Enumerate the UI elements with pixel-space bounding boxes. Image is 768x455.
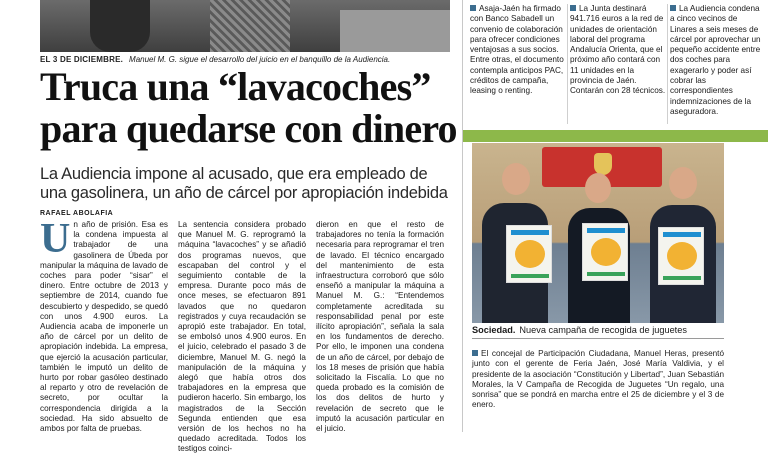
brief-divider [567, 4, 568, 124]
caption-date: EL 3 DE DICIEMBRE. [40, 55, 124, 64]
article-byline: RAFAEL ABOLAFIA [40, 210, 114, 217]
photo-figure-bench [340, 10, 450, 52]
caption-section: Sociedad. [472, 325, 516, 335]
article-subhead [40, 165, 465, 203]
article-column-1 [40, 216, 168, 434]
brief-item [670, 4, 766, 117]
bullet-square-icon [470, 5, 476, 11]
subhead-line-2: una gasolinera, un año de cárcel por apropiación indebida [40, 184, 448, 202]
article-headline [40, 66, 460, 150]
caption-title: Nueva campaña de recogida de juguetes [519, 325, 687, 335]
article-photo [40, 0, 450, 52]
bullet-square-icon [670, 5, 676, 11]
society-text-body: El concejal de Participación Ciudadana, Manuel Heras, presentó junto con el gerente de Feria Jaén, José María Valdivia, y el presidente de la asociación “Constitución y Libertad”, Juan Sebastián Morales, la V Campaña de Recogida de Juguetes “Un regalo, una sonrisa” que se pondrá en marcha entre el 25 de diciembre y el 3 de enero. [472, 349, 724, 410]
article-column-3-text: dieron en que el resto de trabajadores no tenía la formación necesaria para reprogramar el tren de lavado. El técnico encargado del mantenimiento de esta infraestructura corroboró que sólo enseñó a manipular la máquina a Manuel M. G.: “Entendemos completamente acreditada su responsabilidad penal por este ilícito apropiación”, señala la sala en los fundamentos de derecho. Por ello, le imponen una condena de un año de cárcel, por debajo de los 18 meses de prisión que había solicitado la Fiscalía. Lo que no queda probado es la comisión de los dos delitos de hurto y revelación de secreto que le imputó la acusación particular en el juicio. [316, 220, 444, 434]
caption-rule [472, 338, 724, 339]
photo-head-left [502, 163, 530, 195]
photo-head-center [585, 173, 611, 203]
dropcap: U [40, 216, 71, 262]
article-column-2-text: La sentencia considera probado que Manuel M. G. reprogramó la máquina “lavacoches” y se añadió dos programas nuevos, que escapaban del control y el seguimiento contable de la empresa. Durante poco más de once meses, se efectuaron 891 lavados que no quedaron registrados y cuya recaudación se apropió este trabajador. En total, se embolsó unos 4.900 euros. En el juicio, celebrado el pasado 3 de diciembre, Manuel M. G. negó la manipulación de la máquina y alegó que había otros dos trabajadores en la empresa que pudieron hacerlo. Sin embargo, los magistrados de la Sección Segunda entienden que esa versión de los hechos no ha quedado acreditada. Todos los testigos coinci- [178, 220, 306, 454]
article-column-3 [316, 220, 444, 434]
column-divider [462, 0, 463, 432]
brief-text: Asaja-Jaén ha firmado con Banco Sabadell un convenio de colaboración para ofrecer condiciones ventajosas a sus socios. Entre otras, el documento contempla anticipos PAC, créditos de campaña, leasing o renting. [470, 4, 564, 96]
brief-divider [667, 4, 668, 124]
article-column-1-text: n año de prisión. Esa es la condena impuesta al trabajador de una gasolinera de Úbeda por manipular la máquina de lavado de coches para poder “sisar” el dinero. Entre octubre de 2013 y septiembre de 2014, cuando fue descubierto y despedido, se quedó con unos 4.900 euros. La Audiencia acaba de imponerle un año de cárcel por un delito de apropiación indebida. La empresa, que ejerció la acusación particular, también le imputó un delito de hurto por robar gasóleo destinado al reparto y otro de revelación de secreto, por ocultar la correspondencia dirigida a la sociedad. Ha sido absuelto de ambos por falta de pruebas. [40, 220, 168, 434]
subhead-line-1: La Audiencia impone al acusado, que era empleado de [40, 165, 428, 183]
society-photo [472, 143, 724, 323]
campaign-poster [658, 227, 704, 285]
campaign-poster [582, 223, 628, 281]
bullet-square-icon [472, 350, 478, 356]
headline-line-1: Truca una “lavacoches” [40, 64, 431, 109]
campaign-poster [506, 225, 552, 283]
article-photo-caption [40, 55, 390, 64]
headline-line-2: para quedarse con dinero [40, 106, 457, 151]
photo-head-right [669, 167, 697, 199]
brief-item [470, 4, 566, 97]
photo-figure-chair [210, 0, 290, 52]
society-photo-text [472, 349, 724, 411]
article-column-2 [178, 220, 306, 455]
bullet-square-icon [570, 5, 576, 11]
coat-of-arms-icon [594, 153, 612, 175]
photo-figure-accused [90, 0, 150, 52]
society-photo-caption [472, 325, 724, 339]
brief-text: La Junta destinará 941.716 euros a la red de unidades de orientación laboral del programa Andalucía Orienta, que el próximo año contará con 11 unidades en la provincia de Jaén. Contarán con 28 técnicos. [570, 4, 666, 96]
brief-text: La Audiencia condena a cinco vecinos de Linares a seis meses de cárcel por aprovechar un pequeño accidente entre dos coches para exagerarlo y poder así cobrar las correspondientes indemnizaciones de la aseguradora. [670, 4, 761, 116]
news-briefs [466, 0, 768, 128]
caption-text: Manuel M. G. sigue el desarrollo del juicio en el banquillo de la Audiencia. [129, 55, 391, 64]
brief-item [570, 4, 666, 97]
section-band [463, 130, 768, 142]
